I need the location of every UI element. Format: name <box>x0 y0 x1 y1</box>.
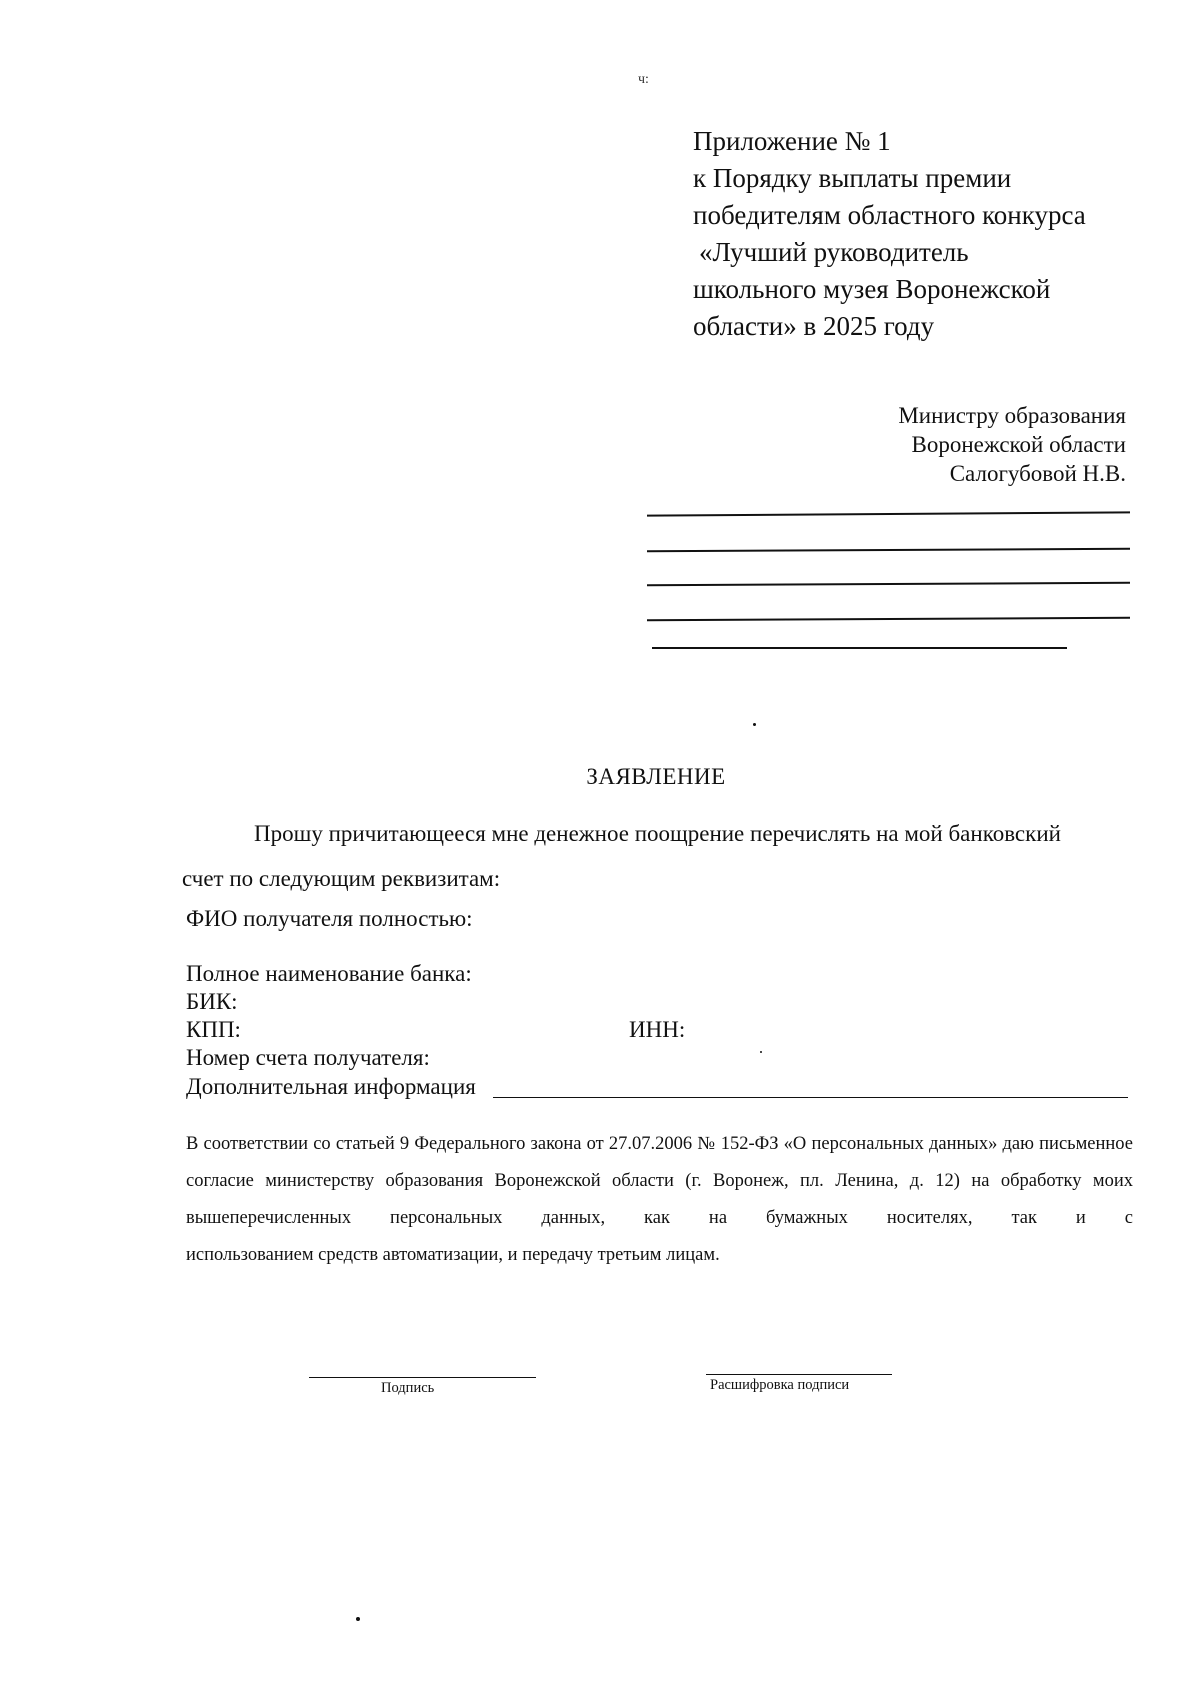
applicant-blank-line-1 <box>647 511 1130 516</box>
field-kpp-label: КПП: <box>186 1017 241 1042</box>
applicant-blank-line-5 <box>652 647 1067 649</box>
appendix-header <box>693 123 1086 345</box>
appendix-line: школьного музея Воронежской <box>693 274 1051 304</box>
request-line-2: счет по следующим реквизитам: <box>182 866 501 891</box>
appendix-line: к Порядку выплаты премии <box>693 163 1012 193</box>
speck-dot <box>356 1617 360 1621</box>
consent-last-line: использованием средств автоматизации, и передачу третьим лицам. <box>186 1245 720 1265</box>
applicant-blank-line-3 <box>647 582 1130 587</box>
applicant-blank-line-2 <box>647 548 1130 553</box>
speck-dot <box>760 1051 762 1053</box>
addressee <box>898 401 1126 488</box>
field-account-label: Номер счета получателя: <box>186 1045 430 1070</box>
signature-decoding-caption: Расшифровка подписи <box>710 1377 850 1393</box>
consent-paragraph <box>186 1126 1133 1274</box>
addressee-line: Воронежской области <box>911 432 1126 457</box>
appendix-line: области» в 2025 году <box>693 311 935 341</box>
document-title: ЗАЯВЛЕНИЕ <box>586 764 726 789</box>
speck-dot <box>753 723 756 726</box>
field-bik-label: БИК: <box>186 989 238 1014</box>
addressee-line: Министру образования <box>898 403 1126 428</box>
top-mark: ч: <box>638 72 649 87</box>
additional-info-line <box>493 1097 1128 1098</box>
applicant-blank-line-4 <box>647 617 1130 622</box>
appendix-line: «Лучший руководитель <box>699 237 969 267</box>
appendix-line: победителям областного конкурса <box>693 200 1086 230</box>
field-additional-label: Дополнительная информация <box>186 1074 476 1099</box>
signature-caption: Подпись <box>381 1380 435 1396</box>
field-bank-name-label: Полное наименование банка: <box>186 961 472 986</box>
signature-decoding-line <box>706 1374 892 1375</box>
consent-text: В соответствии со статьей 9 Федерального закона от 27.07.2006 № 152-ФЗ «О персональных данных» даю письменное согласие министерству образования Воронежской области (г. Воронеж, пл. Ленина, д. 12) на обработку моих вышеперечисленных персональных данных, как на бумажных носителях, так и с <box>186 1134 1133 1228</box>
field-fio-label: ФИО получателя полностью: <box>186 906 473 931</box>
appendix-line: Приложение № 1 <box>693 126 891 156</box>
addressee-line: Салогубовой Н.В. <box>949 461 1126 486</box>
request-line-1: Прошу причитающееся мне денежное поощрение перечислять на мой банковский <box>254 821 1061 846</box>
signature-line <box>309 1377 536 1378</box>
field-inn-label: ИНН: <box>629 1017 686 1042</box>
